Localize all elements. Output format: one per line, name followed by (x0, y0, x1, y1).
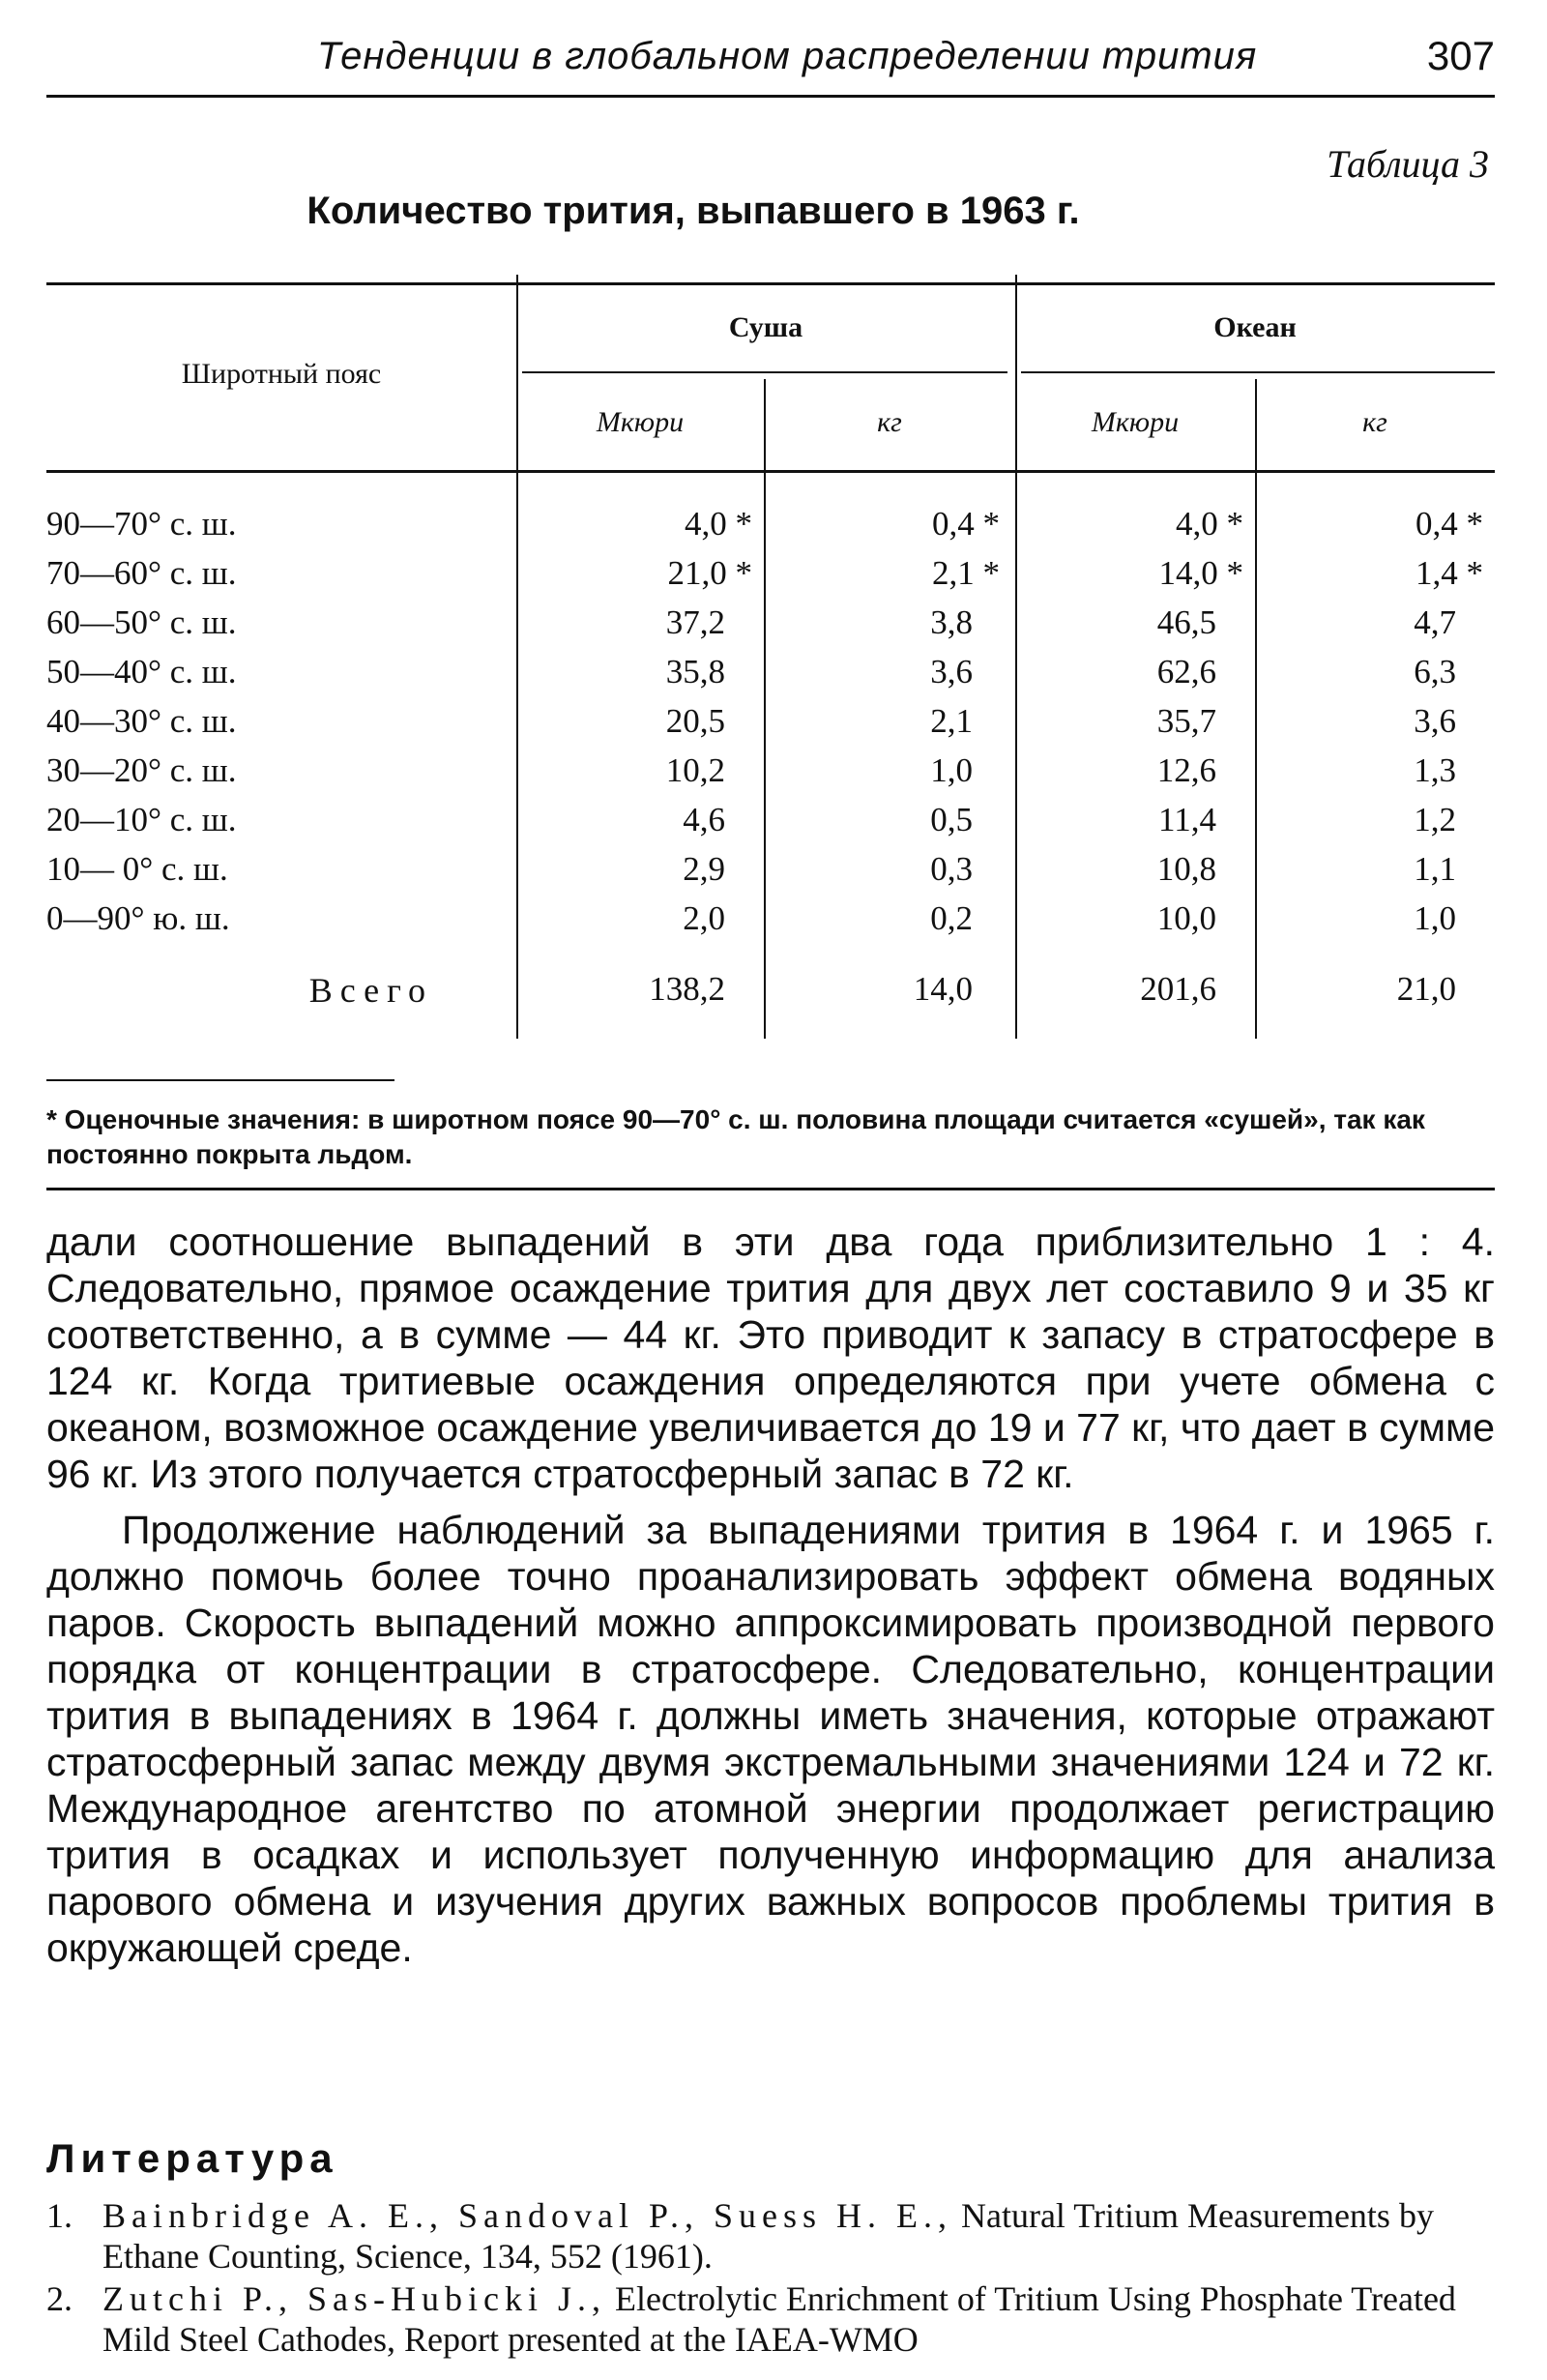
table-top-rule (46, 282, 1495, 285)
cell-ocean-kg: 0,4 * (1416, 505, 1483, 543)
reference-authors: Bainbridge A. E., Sandoval P., Suess H. E., (102, 2196, 952, 2235)
cell-ocean-kg: 1,3 (1414, 751, 1456, 789)
cell-land-kg: 2,1 (930, 702, 973, 740)
cell-land-mc: 4,0 * (685, 505, 752, 543)
cell-land-mc: 2,9 (683, 850, 725, 888)
total-ocean-mc: 201,6 (1140, 970, 1216, 1008)
cell-land-kg: 2,1 * (932, 554, 1000, 592)
cell-ocean-mc: 4,0 * (1176, 505, 1243, 543)
table-footnote: * Оценочные значения: в широтном поясе 90—70° с. ш. половина площади считается «сушей», так как постоянно покрыта льдом. (46, 1104, 1425, 1169)
cell-ocean-kg: 4,7 (1414, 603, 1456, 641)
header-ocean-kg: кг (1362, 406, 1387, 438)
reference-text: Natural Tritium Measurements by Ethane Counting, Science, 134, 552 (1961). (102, 2196, 1434, 2276)
cell-land-mc: 37,2 (665, 603, 725, 641)
cell-ocean-kg: 6,3 (1414, 653, 1456, 690)
total-land-mc: 138,2 (649, 970, 725, 1008)
paragraph: дали соотношение выпадений в эти два года приблизительно 1 : 4. Следовательно, прямое осаждение трития для двух лет составило 9 и 35 кг соответственно, а в сумме — 44 кг. Это приводит к запасу в стратосфере в 124 кг. Когда тритиевые осаждения определяются при учете обмена с океаном, возможное осаждение увеличивается до 19 и 77 кг, что дает в сумме 96 кг. Из этого получается стратосферный запас в 72 кг. (46, 1219, 1495, 1496)
cell-ocean-mc: 14,0 * (1158, 554, 1243, 592)
cell-land-mc: 4,6 (683, 801, 725, 838)
reference-item (46, 2195, 1495, 2277)
reference-number: 2. (46, 2279, 73, 2318)
header-ocean-mcuri: Мкюри (1091, 406, 1180, 438)
cell-ocean-mc: 10,0 (1156, 899, 1216, 937)
cell-zone: 20—10° с. ш. (46, 801, 237, 838)
body-text (46, 1219, 1495, 1981)
cell-ocean-kg: 1,0 (1414, 899, 1456, 937)
cell-zone: 60—50° с. ш. (46, 603, 237, 641)
cell-ocean-mc: 12,6 (1156, 751, 1216, 789)
cell-ocean-mc: 11,4 (1158, 801, 1216, 838)
group-rule-ocean (1021, 371, 1495, 373)
cell-zone: 10— 0° с. ш. (46, 850, 228, 888)
cell-ocean-mc: 10,8 (1156, 850, 1216, 888)
reference-item (46, 2278, 1495, 2360)
cell-land-kg: 0,2 (930, 899, 973, 937)
cell-land-kg: 0,4 * (932, 505, 1000, 543)
header-zone: Широтный пояс (181, 358, 382, 390)
header-land-mcuri: Мкюри (596, 406, 685, 438)
group-rule-land (522, 371, 1007, 373)
cell-ocean-mc: 35,7 (1156, 702, 1216, 740)
table-label: Таблица 3 (1327, 142, 1489, 186)
cell-zone: 90—70° с. ш. (46, 505, 237, 543)
total-ocean-kg: 21,0 (1396, 970, 1456, 1008)
footnote-rule (46, 1079, 394, 1081)
references-heading: Литература (46, 2135, 338, 2181)
header-bottom-rule (46, 470, 1495, 473)
reference-text: Electrolytic Enrichment of Tritium Using Phosphate Treated Mild Steel Cathodes, Report presented at the IAEA-WMO (102, 2279, 1456, 2359)
running-title: Тенденции в глобальном распределении трития (317, 35, 1258, 77)
cell-land-mc: 35,8 (665, 653, 725, 690)
cell-land-kg: 0,5 (930, 801, 973, 838)
cell-zone: 70—60° с. ш. (46, 554, 237, 592)
cell-land-mc: 2,0 (683, 899, 725, 937)
cell-ocean-mc: 62,6 (1156, 653, 1216, 690)
cell-ocean-kg: 3,6 (1414, 702, 1456, 740)
cell-zone: 30—20° с. ш. (46, 751, 237, 789)
cell-land-mc: 21,0 * (667, 554, 752, 592)
cell-ocean-kg: 1,4 * (1416, 554, 1483, 592)
document-page (46, 27, 1495, 2359)
paragraph: Продолжение наблюдений за выпадениями трития в 1964 г. и 1965 г. должно помочь более точно проанализировать эффект обмена водяных паров. Скорость выпадений можно аппроксимировать производной первого порядка от концентрации в стратосфере. Следовательно, концентрации трития в выпадениях в 1964 г. должны иметь значения, которые отражают стратосферный запас между двумя экстремальными значениями 124 и 72 кг. Международное агентство по атомной энергии продолжает регистрацию трития в осадках и использует полученную информацию для анализа парового обмена и изучения других важных вопросов проблемы трития в окружающей среде. (46, 1508, 1495, 1970)
cell-land-kg: 0,3 (930, 850, 973, 888)
total-land-kg: 14,0 (913, 970, 973, 1008)
cell-land-kg: 1,0 (930, 751, 973, 789)
cell-land-kg: 3,6 (930, 653, 973, 690)
header-land-kg: кг (877, 406, 902, 438)
cell-ocean-kg: 1,1 (1414, 850, 1456, 888)
cell-land-mc: 20,5 (665, 702, 725, 740)
cell-zone: 0—90° ю. ш. (46, 899, 230, 937)
cell-zone: 50—40° с. ш. (46, 653, 237, 690)
reference-authors: Zutchi P., Sas-Hubicki J., (102, 2279, 606, 2318)
cell-zone: 40—30° с. ш. (46, 702, 237, 740)
cell-ocean-mc: 46,5 (1156, 603, 1216, 641)
table-caption: Количество трития, выпавшего в 1963 г. (306, 190, 1080, 232)
reference-number: 1. (46, 2196, 73, 2235)
cell-land-mc: 10,2 (665, 751, 725, 789)
cell-land-kg: 3,8 (930, 603, 973, 641)
running-header (46, 27, 1495, 98)
cell-ocean-kg: 1,2 (1414, 801, 1456, 838)
references-list (46, 2195, 1495, 2362)
header-land: Суша (728, 311, 803, 343)
total-zone: Всего (308, 971, 433, 1010)
page-number: 307 (1426, 33, 1495, 78)
table-bottom-rule (46, 1188, 1495, 1190)
header-ocean: Океан (1213, 311, 1297, 343)
